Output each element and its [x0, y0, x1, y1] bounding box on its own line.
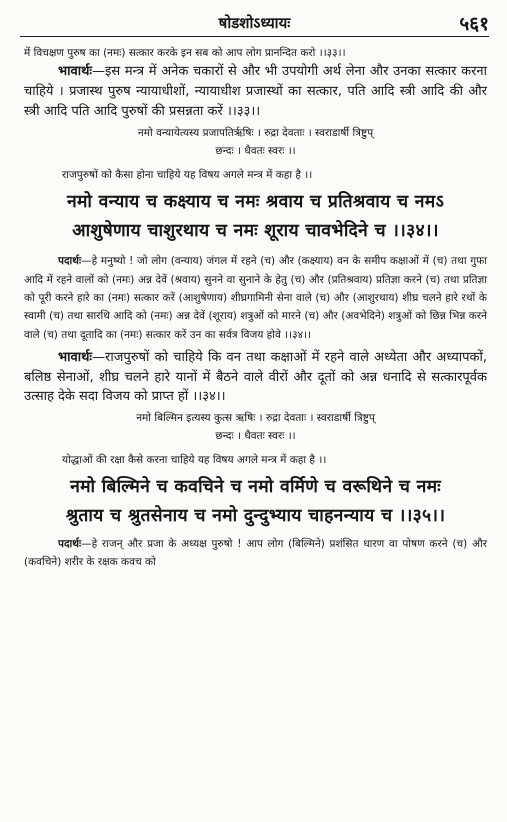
page-header — [20, 6, 489, 37]
mantra-35-line-2: श्रुताय च श्रुतसेनाय च नमो दुन्दुभ्याय चाहनन्याय च ।।३५।। — [65, 506, 446, 526]
chhanda-line: छन्दः । धैवतः स्वरः ।। — [215, 430, 296, 442]
chhanda-line: छन्दः । धैवतः स्वरः ।। — [215, 145, 296, 158]
bhavarth-label: भावार्थः — [58, 350, 93, 366]
mantra-35-line-1: नमो बिल्मिने च कवचिने च नमो वर्मिणे च वरूथिने च नमः — [70, 477, 441, 497]
mantra-34-line-1: नमो वन्याय च कक्ष्याय च नमः श्रवाय च प्रतिश्रवाय च नमऽ — [66, 192, 445, 213]
padarth-label: पदार्थः — [58, 255, 82, 268]
bhavarth-33 — [24, 62, 487, 121]
padarth-35 — [24, 535, 487, 572]
rishi-devata-line: नमो वन्यायेत्यस्य प्रजापतिर्ऋषिः । रुद्रा देवताः । स्वराडार्षी त्रिष्टुप् — [137, 127, 374, 140]
rishi-devata-line: नमो बिल्मिन इत्यस्य कुत्स ऋषिः । रुद्रा देवताः । स्वराडार्षी त्रिष्टुप् — [136, 412, 375, 424]
bhavarth-text: —राजपुरुषों को चाहिये कि वन तथा कक्षाओं में रहने वाले अध्येता और अध्यापकों, बलिष्ठ सेनाओं, शीघ्र चलने हारे यानों में बैठने वाले वीरों और दूतों को अन्न धनादि से सत्कारपूर्वक उत्साह देके सदा विजय को प्राप्त हों ।।३४।। — [24, 350, 487, 405]
padarth-34 — [24, 252, 487, 344]
padarth-text: —हे मनुष्यो ! जो लोग (वन्याय) जंगल में रहने (च) और (कक्ष्याय) वन के समीप कक्षाओं में (च) तथा गुफा आदि में रहने वालों को (नमः) अन्न देवें (श्रवाय) सुनने वा सुनाने के हेतु (च) और (प्रतिश्रवाय) प्रतिज्ञा करने (च) तथा प्रतिज्ञा को पूरी करने हारे का (नमः) सत्कार करें (आशुषेणाय) शीघ्रगामिनी सेना वाले (च) और (आशुरथाय) शीघ्र चलने हारे रथों के स्वामी (च) तथा सारथि आदि को (नमः) अन्न देवें (शूराय) शत्रुओं को मारने (च) और (अवभेदिने) शत्रुओं को छिन्न भिन्न करने वाले (च) तथा दूतादि का (नमः) सत्कार करें उन का सर्वत्र विजय होवे ।।३४।। — [24, 255, 487, 341]
mantra-intro: राजपुरुषों को कैसा होना चाहिये यह विषय अगले मन्त्र में कहा है ।। — [62, 169, 313, 182]
bhavarth-34 — [24, 348, 487, 407]
padarth-label: पदार्थः — [58, 538, 82, 550]
bhavarth-text: —इस मन्त्र में अनेक चकारों से और भी उपयोगी अर्थ लेना और उनका सत्कार करना चाहिये । प्रजास्थ पुरुष न्यायाधीशों, न्यायाधीश प्रजास्थों का सत्कार, पति आदि स्त्री आदि की और स्त्री आदि पति आदि पुरुषों की प्रसन्नता करें ।।३३।। — [24, 64, 487, 119]
page-body — [24, 44, 487, 572]
chapter-title: षोडशोऽध्यायः — [218, 14, 291, 32]
mantra-intro: योद्धाओं की रक्षा कैसे करना चाहिये यह विषय अगले मन्त्र में कहा है ।। — [62, 454, 327, 466]
continued-paragraph: में विचक्षण पुरुष का (नमः) सत्कार करके इन सब को आप लोग प्रानन्दित करो ।।३३।। — [24, 47, 346, 59]
mantra-34-line-2: आशुषेणाय चाशुरथाय च नमः शूराय चावभेदिने च ।।३४।। — [72, 221, 439, 242]
padarth-text: —हे राजन् और प्रजा के अध्यक्ष पुरुषो ! आप लोग (बिल्मिने) प्रशंसित धारण वा पोषण करने (च) और (कवचिने) शरीर के रक्षक कवच को — [24, 538, 487, 569]
bhavarth-label: भावार्थः — [58, 64, 93, 80]
page-number: ५६१ — [459, 13, 489, 35]
